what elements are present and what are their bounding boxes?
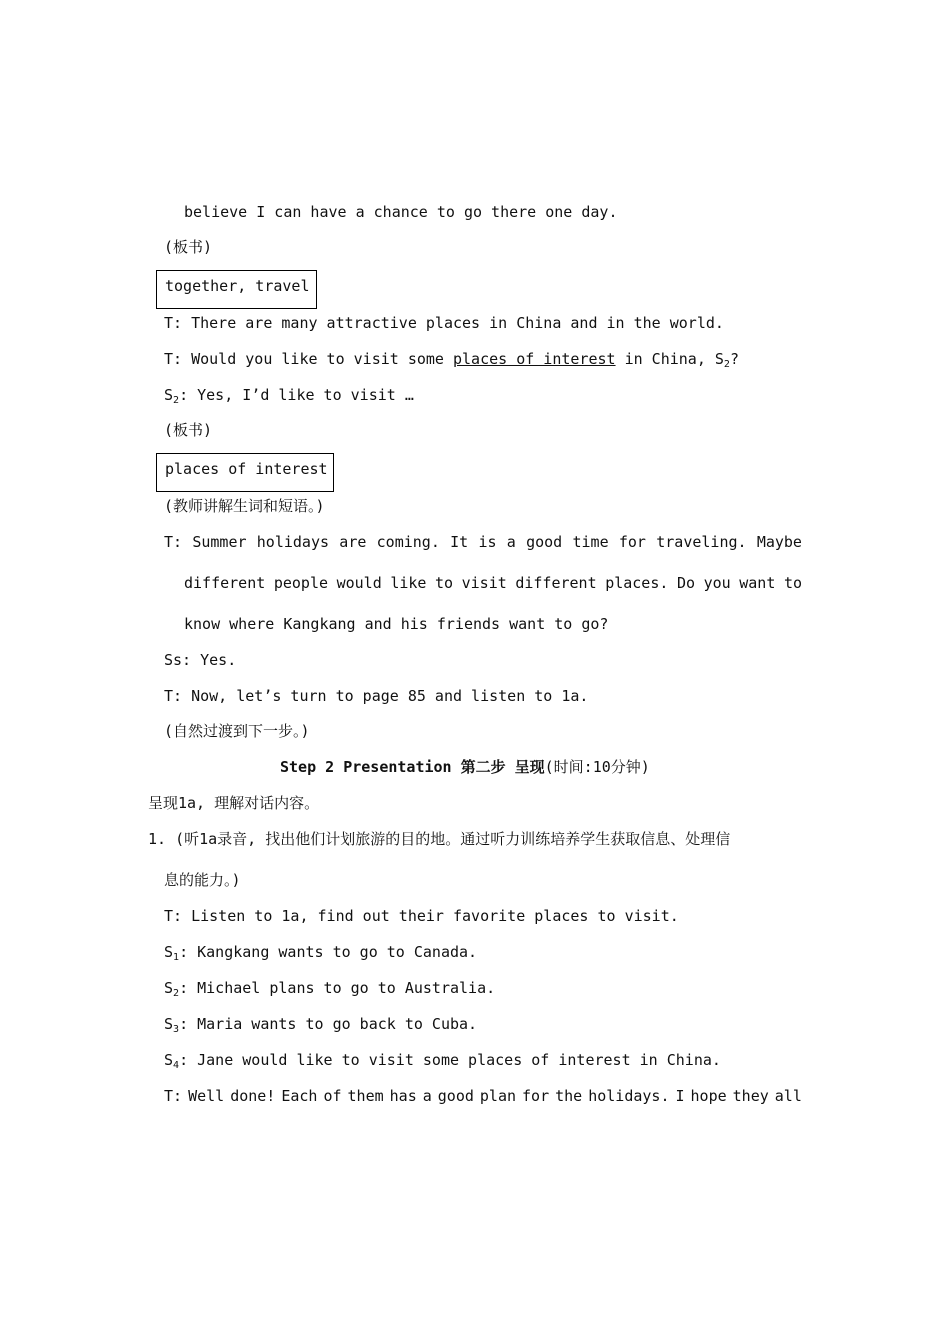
text-line — [164, 1086, 802, 1106]
word: to — [435, 574, 454, 592]
text-run: T: Would you like to visit some — [164, 350, 453, 368]
board-box-text: places of interest — [165, 460, 328, 478]
word: time — [572, 533, 609, 551]
board-box — [156, 453, 334, 492]
word: holidays. — [588, 1087, 670, 1105]
word: good — [526, 533, 563, 551]
subscript: 2 — [173, 395, 180, 406]
word: T: — [164, 533, 183, 551]
word: they — [732, 1087, 769, 1105]
text-line — [164, 1050, 721, 1076]
text-line: T: Now, let’s turn to page 85 and listen to 1a. — [164, 687, 589, 705]
text-line — [164, 942, 477, 968]
text-line — [164, 532, 802, 552]
text-run: S — [164, 979, 174, 997]
word: is — [478, 533, 497, 551]
text-line: know where Kangkang and his friends want to go? — [184, 615, 609, 633]
board-note: (板书) — [164, 238, 213, 256]
word: done! — [230, 1087, 276, 1105]
word: like — [390, 574, 427, 592]
word: people — [273, 574, 329, 592]
text-run: : Kangkang wants to go to Canada. — [179, 943, 478, 961]
text-run: S — [164, 1051, 174, 1069]
text-line: 1. (听1a录音, 找出他们计划旅游的目的地。通过听力训练培养学生获取信息、处理信 — [148, 830, 731, 848]
text-line — [164, 349, 739, 375]
word: Summer — [192, 533, 247, 551]
underlined-phrase: places of interest — [452, 350, 616, 368]
word: Each — [281, 1087, 318, 1105]
text-line — [164, 385, 414, 411]
text-run: : Michael plans to go to Australia. — [179, 979, 496, 997]
word: them — [347, 1087, 384, 1105]
word: a — [506, 533, 516, 551]
word: are — [339, 533, 367, 551]
word: Well — [188, 1087, 225, 1105]
text-run: : Jane would like to visit some places of interest in China. — [179, 1051, 721, 1069]
text-line: T: There are many attractive places in China and in the world. — [164, 314, 724, 332]
word: for — [522, 1087, 550, 1105]
text-line: (自然过渡到下一步。) — [164, 722, 310, 740]
word: Maybe — [756, 533, 802, 551]
text-run: S — [164, 1015, 174, 1033]
word: plan — [479, 1087, 517, 1105]
word: It — [450, 533, 469, 551]
text-run: ? — [729, 350, 739, 368]
word: T: — [164, 1087, 183, 1105]
word: the — [555, 1087, 583, 1105]
text-run: : Yes, I’d like to visit … — [179, 386, 414, 404]
word: I — [675, 1087, 685, 1105]
subscript: 2 — [723, 359, 730, 370]
text-line: 息的能力。) — [164, 871, 241, 889]
text-run: : Maria wants to go back to Cuba. — [179, 1015, 478, 1033]
word: places. — [605, 574, 669, 592]
text-run: S — [164, 386, 174, 404]
word: a — [422, 1087, 432, 1105]
word: coming. — [376, 533, 440, 551]
step-title: Step 2 Presentation 第二步 呈现 — [280, 758, 545, 776]
word: you — [703, 574, 731, 592]
text-line — [184, 573, 802, 593]
subscript: 3 — [173, 1024, 180, 1035]
board-note: (板书) — [164, 421, 213, 439]
word: want — [739, 574, 776, 592]
word: has — [389, 1087, 417, 1105]
word: visit — [461, 574, 507, 592]
step-heading — [280, 757, 650, 777]
text-line: believe I can have a chance to go there one day. — [184, 203, 618, 221]
text-line: T: Listen to 1a, find out their favorite places to visit. — [164, 907, 679, 925]
word: different — [515, 574, 597, 592]
board-box-text: together, travel — [165, 277, 310, 295]
text-run: in China, S — [615, 350, 724, 368]
text-run: S — [164, 943, 174, 961]
board-box — [156, 270, 317, 309]
text-line — [164, 978, 495, 1004]
word: to — [783, 574, 802, 592]
word: good — [437, 1087, 474, 1105]
word: for — [618, 533, 646, 551]
word: of — [323, 1087, 342, 1105]
text-line: Ss: Yes. — [164, 651, 237, 669]
text-line: 呈现1a, 理解对话内容。 — [148, 794, 320, 812]
subscript: 1 — [173, 952, 180, 963]
word: different — [184, 574, 266, 592]
word: holidays — [256, 533, 330, 551]
subscript: 2 — [173, 988, 180, 999]
word: traveling. — [656, 533, 747, 551]
word: hope — [690, 1087, 727, 1105]
text-line: (教师讲解生词和短语。) — [164, 497, 325, 515]
word: all — [774, 1087, 802, 1105]
word: would — [336, 574, 382, 592]
text-line — [164, 1014, 477, 1040]
word: Do — [676, 574, 696, 592]
subscript: 4 — [173, 1060, 180, 1071]
step-time: (时间:10分钟) — [544, 758, 650, 776]
